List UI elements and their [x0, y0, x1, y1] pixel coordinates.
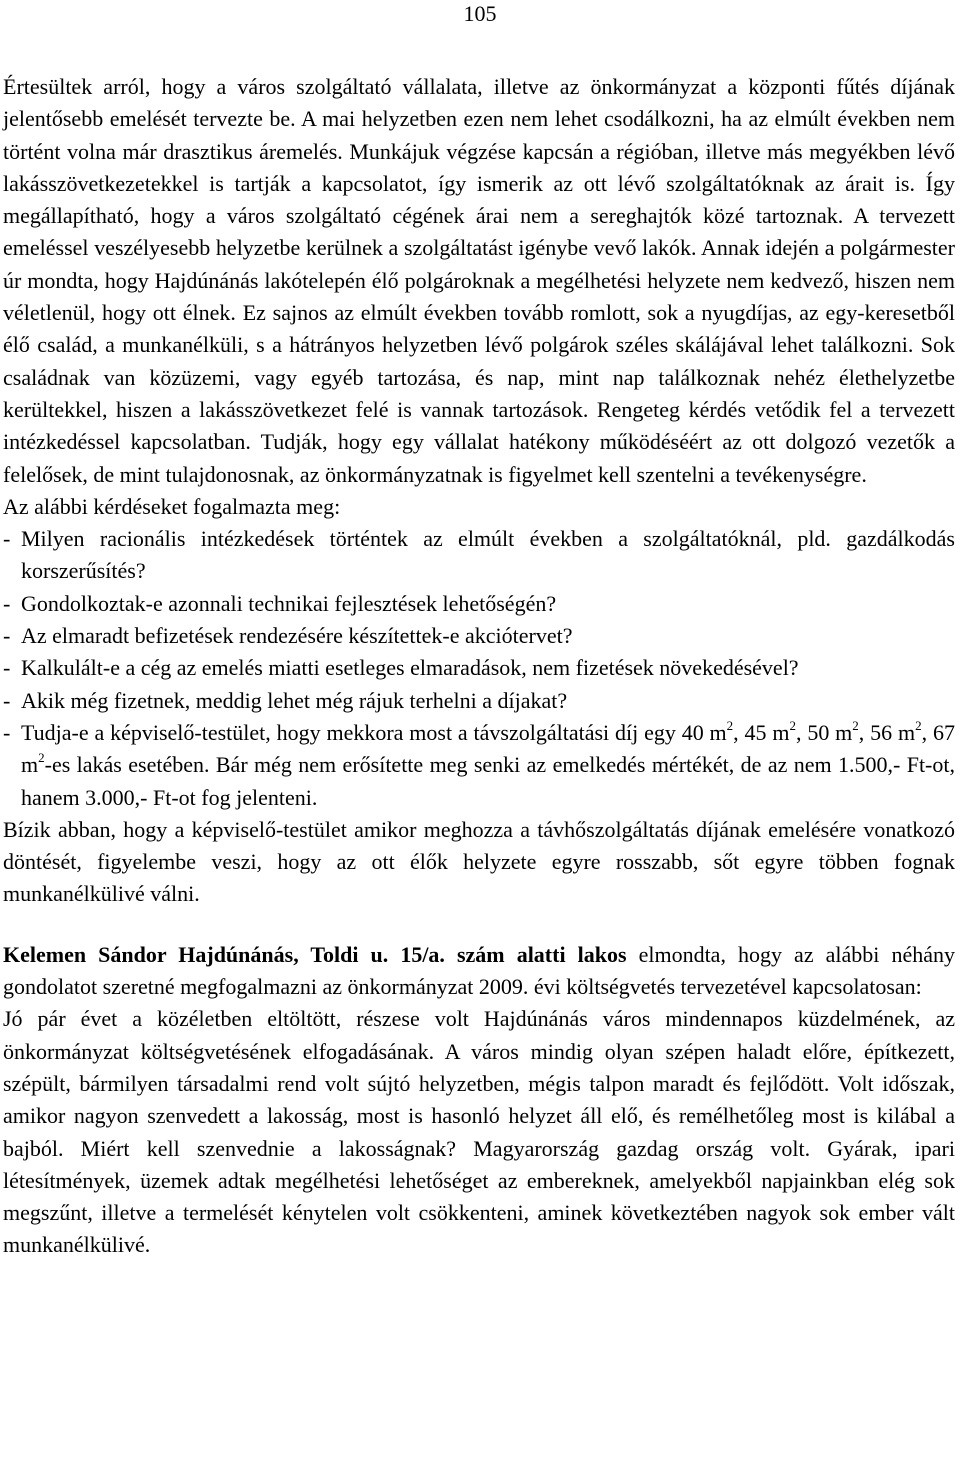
speaker-name: Kelemen Sándor Hajdúnánás, Toldi u. 15/a. szám alatti lakos: [3, 941, 627, 967]
question-text: Gondolkoztak-e azonnali technikai fejlesztések lehetőségén?: [21, 590, 557, 616]
question-item-fee-per-area: [3, 717, 955, 814]
question-text: Milyen racionális intézkedések történtek az elmúlt években a szolgáltatóknál, pld. gazdálkodás korszerűsítés?: [21, 526, 955, 584]
question-item: [3, 652, 955, 684]
q6-part5: , 67 m: [21, 719, 955, 778]
dash-bullet: -: [3, 526, 11, 552]
question-text: Akik még fizetnek, meddig lehet még rájuk terhelni a díjakat?: [21, 687, 568, 713]
q6-part2: , 45 m: [733, 719, 790, 745]
dash-bullet: -: [3, 655, 11, 681]
paragraph-heating-fees: Értesültek arról, hogy a város szolgáltató vállalata, illetve az önkormányzat a központi fűtés díjának jelentősebb emelését tervezte be. A mai helyzetben ezen nem lehet csodálkozni, ha az elmúlt években nem történt volna már drasztikus áremelés. Munkájuk végzése kapcsán a régióban, illetve más megyékben lévő lakásszövetkezetekkel is tartják a kapcsolatot, így ismerik az ott lévő szolgáltatóknak az árait is. Így megállapítható, hogy a város szolgáltató cégének árai nem a sereghajtók közé tartoznak. A tervezett emeléssel veszélyesebb helyzetbe kerülnek a szolgáltatást igénybe vevő lakók. Annak idején a polgármester úr mondta, hogy Hajdúnánás lakótelepén élő polgároknak a megélhetési helyzete nem kedvező, hiszen nem véletlenül, hogy ott élnek. Ez sajnos az elmúlt években tovább romlott, sok a nyugdíjas, az egy-keresetből élő család, a munkanélküli, s a hátrányos helyzetben lévő polgárok széles skálájával lehet találkozni. Sok családnak van közüzemi, vagy egyéb tartozása, és nap, mint nap találkoznak nehéz élethelyzetbe kerültekkel, hiszen a lakásszövetkezet felé is vannak tartozások. Rengeteg kérdés vetődik fel a tervezett intézkedéssel kapcsolatban. Tudják, hogy egy vállalat hatékony működéséért az ott dolgozó vezetők a felelősek, de mint tulajdonosnak, az önkormányzatnak is figyelmet kell szentelni a tevékenységre.: [3, 74, 955, 487]
superscript-2: 2: [38, 749, 45, 765]
question-item: [3, 588, 955, 620]
document-body: [3, 71, 955, 1262]
question-item: [3, 685, 955, 717]
superscript-2: 2: [726, 717, 734, 733]
q6-part4: , 56 m: [858, 719, 916, 745]
question-text: Az elmaradt befizetések rendezésére készítettek-e akciótervet?: [21, 623, 573, 649]
dash-bullet: -: [3, 719, 11, 745]
superscript-2: 2: [852, 717, 859, 733]
superscript-2: 2: [915, 717, 922, 733]
paragraph-gap: [3, 911, 955, 939]
speaker-intro: [3, 939, 955, 1004]
paragraph-conclusion: Bízik abban, hogy a képviselő-testület amikor meghozza a távhőszolgáltatás díjának emelésére vonatkozó döntését, figyelembe veszi, hogy az ott élők helyzete egyre rosszabb, sőt egyre többen fognak munkanélkülivé válni.: [3, 816, 955, 907]
dash-bullet: -: [3, 623, 11, 649]
page-number: 105: [463, 1, 497, 26]
questions-intro: Az alábbi kérdéseket fogalmazta meg:: [3, 493, 341, 519]
q6-part1: Tudja-e a képviselő-testület, hogy mekkora most a távszolgáltatási díj egy 40 m: [21, 719, 727, 745]
questions-list: [3, 523, 955, 814]
question-item: [3, 523, 955, 588]
question-item: [3, 620, 955, 652]
paragraph-budget-remarks: Jó pár évet a közéletben eltöltött, részese volt Hajdúnánás város mindennapos küzdelmének, az önkormányzat költségvetésének elfogadásának. A város mindig olyan szépen haladt előre, építkezett, szépült, bármilyen társadalmi rend volt sújtó helyzetben, mégis talpon maradt és fejlődött. Volt időszak, amikor nagyon szenvedett a lakosság, most is hasonló helyzet áll elő, és remélhetőleg most is kilábal a bajból. Miért kell szenvednie a lakosságnak? Magyarország gazdag ország volt. Gyárak, ipari létesítmények, üzemek adtak megélhetési lehetőséget az embereknek, amelyekből napjainkban elég sok megszűnt, illetve a termelését kénytelen volt csökkenteni, aminek következtében nagyok sok ember vált munkanélkülivé.: [3, 1006, 955, 1258]
q6-part3: , 50 m: [795, 719, 853, 745]
dash-bullet: -: [3, 590, 11, 616]
question-text: Kalkulált-e a cég az emelés miatti esetleges elmaradások, nem fizetések növekedésével?: [21, 655, 799, 681]
dash-bullet: -: [3, 687, 11, 713]
speaker-intro-text: elmondta, hogy az alábbi néhány gondolatot szeretné megfogalmazni az önkormányzat 2009. évi költségvetés tervezetével kapcsolatosan:: [3, 941, 955, 1000]
q6-part6: -es lakás esetében. Bár még nem erősítette meg senki az emelkedés mértékét, de az nem 1.500,- Ft-ot, hanem 3.000,- Ft-ot fog jelenteni.: [21, 752, 955, 810]
superscript-2: 2: [789, 717, 796, 733]
